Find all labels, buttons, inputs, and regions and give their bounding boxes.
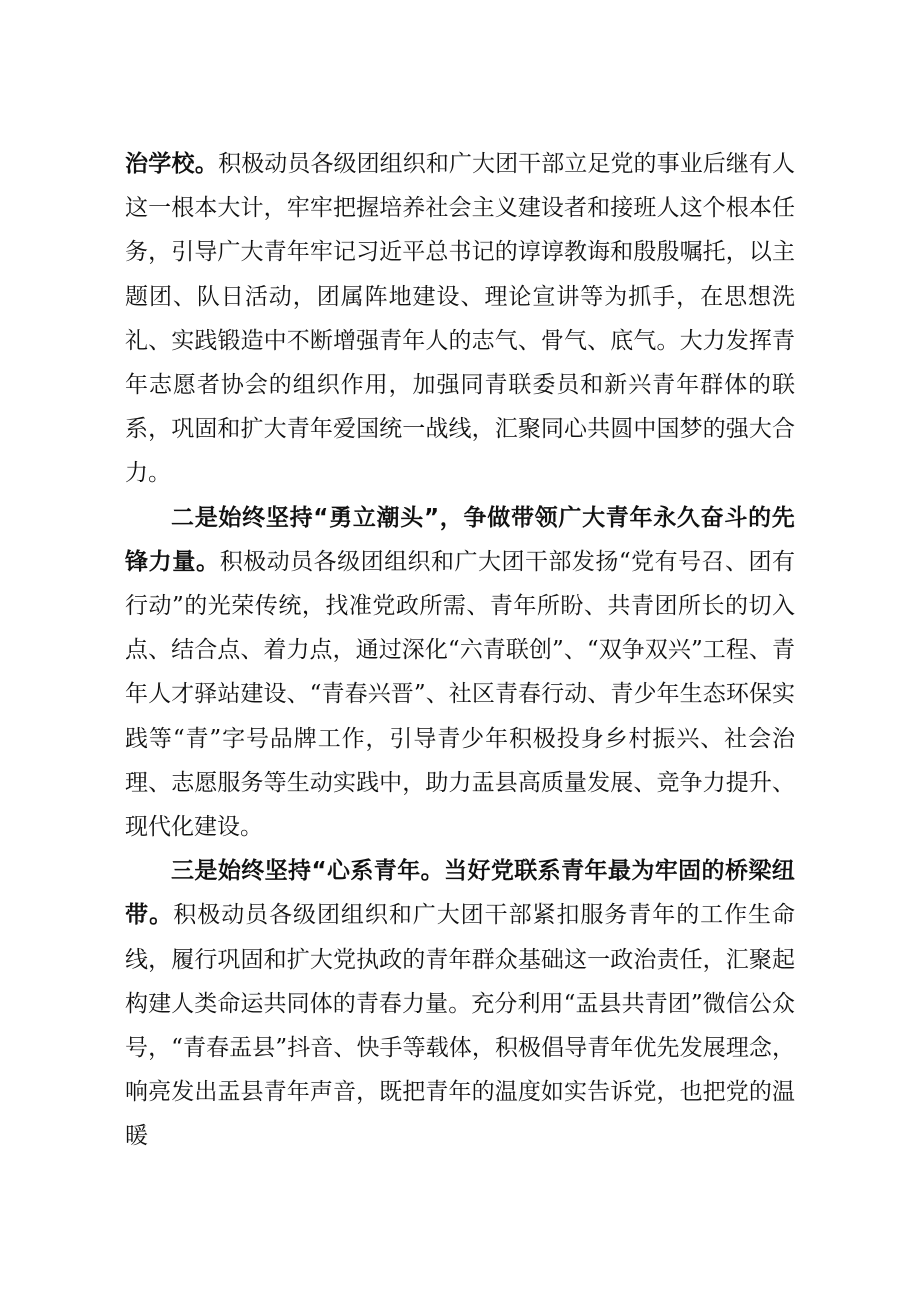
- paragraph-3-body: 积极动员各级团组织和广大团干部紧扣服务青年的工作生命线，履行巩固和扩大党执政的青年群众基础这一政治责任，汇聚起构建人类命运共同体的青春力量。充分利用“盂县共青团”微信公众号，“青春盂县”抖音、快手等载体，积极倡导青年优先发展理念，响亮发出盂县青年声音，既把青年的温度如实告诉党，也把党的温暖: [125, 902, 795, 1150]
- paragraph-2-body: 积极动员各级团组织和广大团干部发扬“党有号召、团有行动”的光荣传统，找准党政所需、青年所盼、共青团所长的切入点、结合点、着力点，通过深化“六青联创”、“双争双兴”工程、青年人才驿站建设、“青春兴晋”、社区青春行动、青少年生态环保实践等“青”字号品牌工作，引导青少年积极投身乡村振兴、社会治理、志愿服务等生动实践中，助力盂县高质量发展、竞争力提升、现代化建设。: [125, 548, 795, 841]
- paragraph-3-lead: 三是始终坚持“心系青年。当好党联系青年最为牢固的桥梁纽带。: [125, 858, 795, 929]
- paragraph-2-lead: 二是始终坚持“勇立潮头”，争做带领广大青年永久奋斗的先锋力量。: [125, 504, 795, 575]
- paragraph-1-lead: 治学校。: [125, 151, 219, 177]
- paragraph-1-body: 积极动员各级团组织和广大团干部立足党的事业后继有人这一根本大计，牢牢把握培养社会主义建设者和接班人这个根本任务，引导广大青年牢记习近平总书记的谆谆教诲和殷殷嘱托，以主题团、队日活动，团属阵地建设、理论宣讲等为抓手，在思想洗礼、实践锻造中不断增强青年人的志气、骨气、底气。大力发挥青年志愿者协会的组织作用，加强同青联委员和新兴青年群体的联系，巩固和扩大青年爱国统一战线，汇聚同心共圆中国梦的强大合力。: [125, 151, 795, 487]
- paragraph-3: [125, 849, 795, 1158]
- paragraph-1: [125, 142, 795, 496]
- paragraph-2: [125, 496, 795, 850]
- document-page: [125, 142, 795, 1159]
